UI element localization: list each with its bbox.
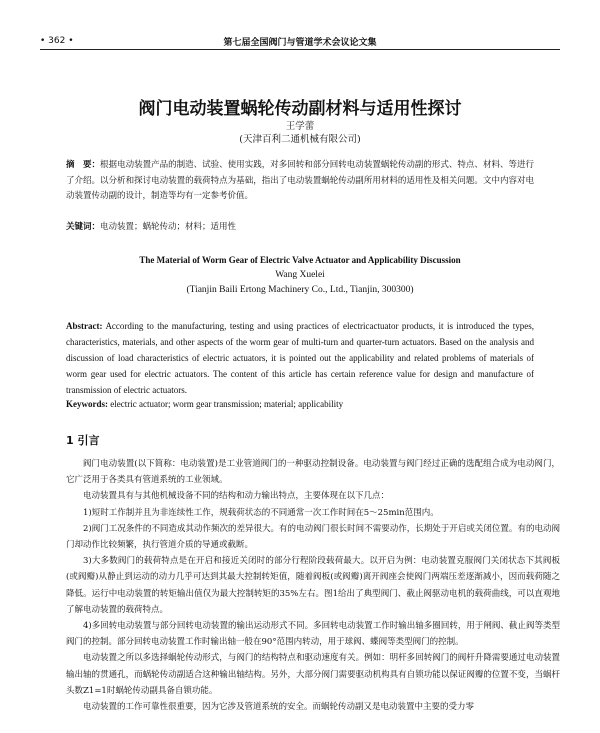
keywords-cn-text: 电动装置；蜗轮传动；材料；适用性 [100,222,237,232]
paragraph: 1)短时工作制并且为非连续性工作，规载荷状态的不同通常一次工作时间在5～25min范围内。 [83,507,439,518]
paper-title-en: The Material of Worm Gear of Electric Valve Actuator and Applicability Discussion [139,255,461,265]
keywords-en-text: electric actuator; worm gear transmission; material; applicability [110,399,344,409]
paragraph: 3)大多数阀门的载荷特点是在开启和接近关闭时的部分行程阶段载荷最大。以开启为例：电动装置克服阀门关闭状态下其阀板(或阀瓣)从静止到运动的动力几乎可达到其最大控制转矩值，随着阀板(或阀瓣)离开阀座会使阀门两端压差逐渐减小，因而载荷随之降低。运行中电动装置的转矩输出值仅为最大控制转矩的35%左右。图1给出了典型阀门、截止阀驱动电机的载荷曲线，可以直观地了解电动装置的载荷特点。 [66,556,560,615]
paragraph: 电动装置具有与其他机械设备不同的结构和动力输出特点，主要体现在以下几点： [83,491,390,502]
author-en: Wang Xuelei [275,270,325,280]
abstract-cn-label: 摘 要： [66,160,101,170]
keywords-en [66,397,534,411]
paragraph: 电动装置之所以多选择蜗轮传动形式，与阀门的结构特点和驱动速度有关。例如：明杆多回转阀门的阀杆升降需要通过电动装置输出轴的贯通孔，而蜗轮传动副适合这种输出轴结构。另外，大部分阀门需要驱动机构具有自锁功能以保证阀瓣的位置不变，当蜗杆头数Z1=1时蜗轮传动副具备自锁功能。 [66,653,560,696]
keywords-cn [66,220,534,234]
paragraph: 2)阀门工况条件的不同造成其动作频次的差异很大。有的电动阀门很长时间不需要动作，长期处于开启或关闭位置。有的电动阀门却动作比较频繁，执行管道介质的导通或截断。 [66,523,560,551]
paragraph: 电动装置的工作可靠性很重要，因为它涉及管道系统的安全。而蜗轮传动副又是电动装置中主要的受力零 [83,702,475,713]
affiliation-cn: (天津百利二通机械有限公司) [239,134,361,145]
abstract-cn [66,158,534,205]
author-cn: 王学蕾 [285,121,315,132]
page-number: • 362 • [40,36,74,46]
running-header [40,34,560,48]
affiliation-en: (Tianjin Baili Ertong Machinery Co., Ltd., Tianjin, 300300) [186,285,414,295]
keywords-en-label: Keywords: [66,399,108,409]
abstract-en-label: Abstract: [66,321,103,331]
keywords-cn-label: 关键词： [66,222,101,232]
paragraph: 4)多回转电动装置与部分回转电动装置的输出运动形式不同。多回转电动装置工作时输出轴多圈回转，用于闸阀、截止阀等类型阀门的控制。部分回转电动装置工作时输出轴一般在90°范围内转动，用于球阀、蝶阀等类型阀门的控制。 [66,621,560,648]
abstract-cn-text: 根据电动装置产品的制造、试验、使用实践，对多回转和部分回转电动装置蜗轮传动副的形式、特点、材料、等进行了介绍。以分析和探讨电动装置的载荷特点为基础，指出了电动装置蜗轮传动副所用材料的适用性及相关问题。文中内容对电动装置传动副的设计，制造等均有一定参考价值。 [66,160,534,201]
section-body [66,456,560,715]
paragraph: 阀门电动装置(以下简称：电动装置)是工业管道阀门的一种驱动控制设备。电动装置与阀门经过正确的选配组合成为电动阀门，它广泛用于各类具有管道系统的工业领域。 [66,459,560,486]
section-heading: 1 引言 [66,434,100,447]
paper-title-cn: 阀门电动装置蜗轮传动副材料与适用性探讨 [138,99,462,119]
running-title: 第七届全国阀门与管道学术会议论文集 [223,37,377,48]
header-rule [40,49,560,50]
abstract-en-text: According to the manufacturing, testing and using practices of electricactuator products, it is introduced the types, characteristics, materials, and other aspects of the worm gear of multi-turn and quarter-turn actuators. Based on the analysis and discussion of load characteristics of electric actuators, it is pointed out the applicability and related problems of materials of worm gear used for electric actuators. The content of this article has certain reference value for design and manufacture of transmission of electric actuators. [66,321,534,395]
abstract-en [66,318,534,398]
